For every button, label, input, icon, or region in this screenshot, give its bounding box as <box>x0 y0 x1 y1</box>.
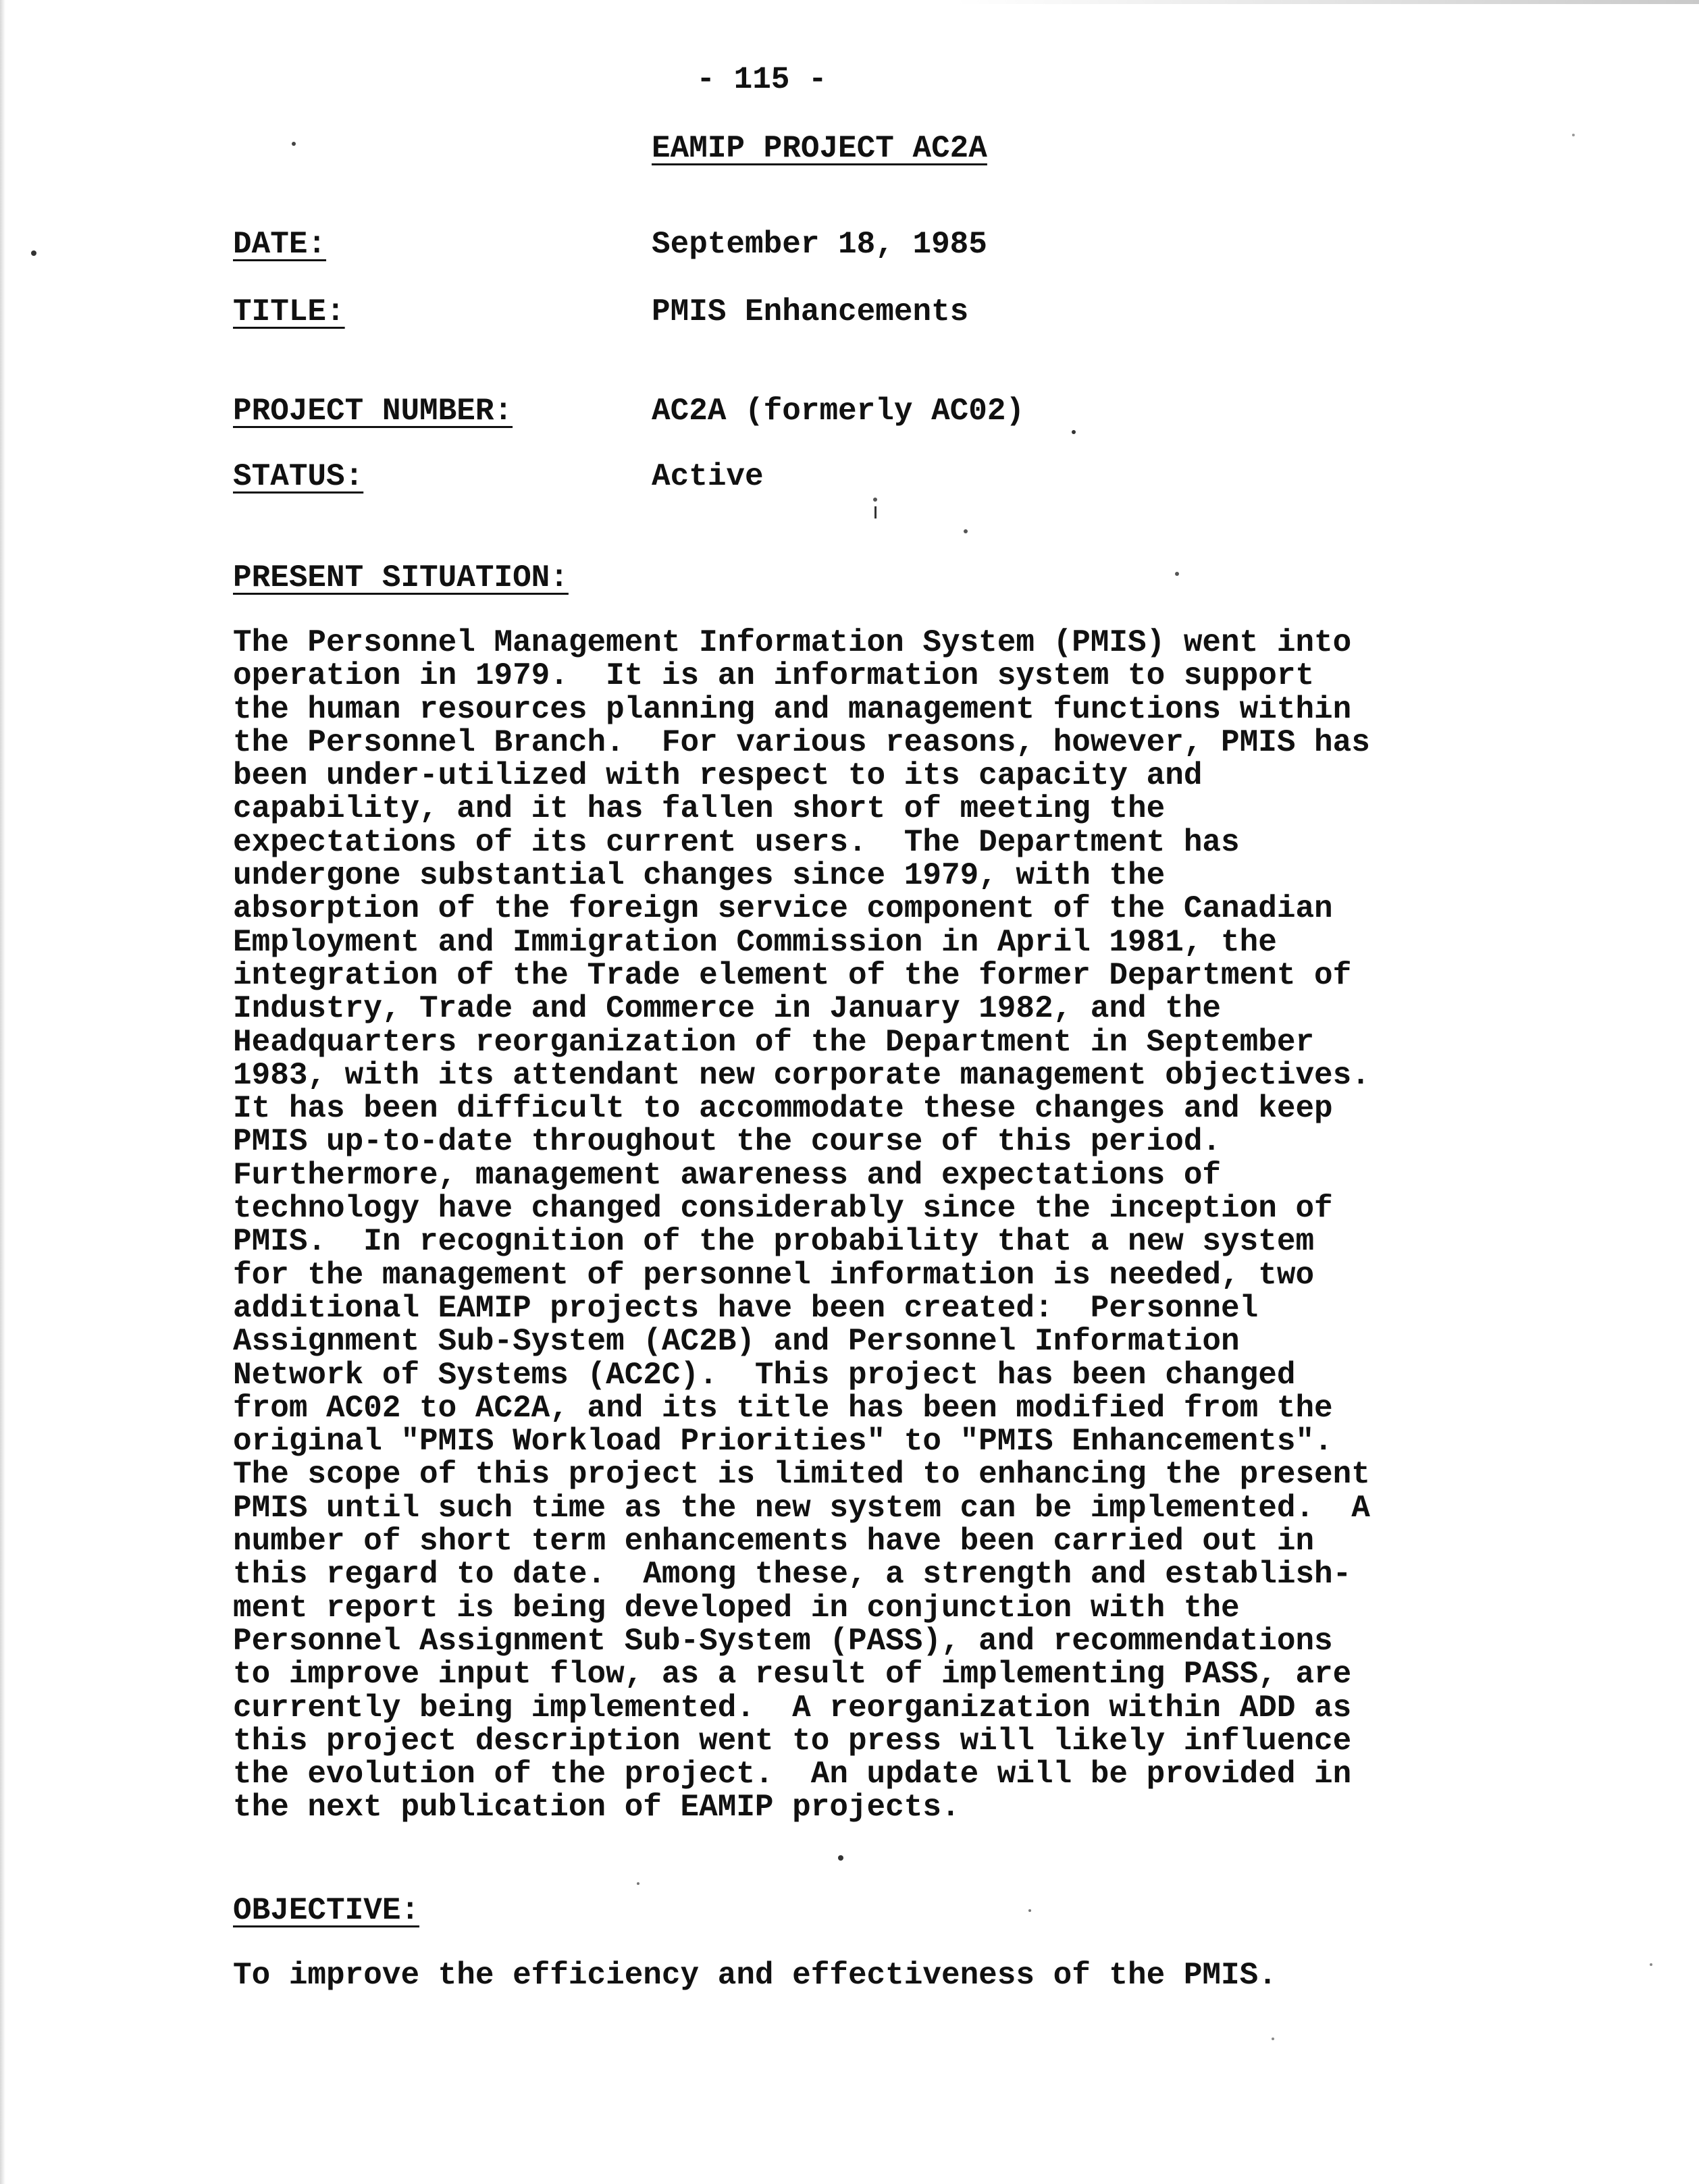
body-line: the Personnel Branch. For various reasons, however, PMIS has <box>233 724 1370 760</box>
body-line: the human resources planning and management functions within <box>233 691 1352 727</box>
body-line: ment report is being developed in conjunction with the <box>233 1590 1240 1626</box>
status-value: Active <box>652 459 764 494</box>
body-line: additional EAMIP projects have been created: Personnel <box>233 1290 1259 1326</box>
body-line: Assignment Sub-System (AC2B) and Personnel Information <box>233 1324 1240 1360</box>
body-line: Headquarters reorganization of the Department in September <box>233 1024 1315 1060</box>
body-line: PMIS. In recognition of the probability that a new system <box>233 1224 1315 1260</box>
body-line: Furthermore, management awareness and expectations of <box>233 1157 1222 1193</box>
body-line: absorption of the foreign service component of the Canadian <box>233 891 1333 927</box>
body-line: currently being implemented. A reorganization within ADD as <box>233 1690 1352 1726</box>
body-line: The Personnel Management Information System (PMIS) went into <box>233 625 1352 660</box>
date-value: September 18, 1985 <box>652 227 987 262</box>
page-number: - 115 - <box>696 62 827 97</box>
body-line: 1983, with its attendant new corporate management objectives. <box>233 1057 1370 1093</box>
body-line: Network of Systems (AC2C). This project has been changed <box>233 1357 1296 1393</box>
body-line: this project description went to press will likely influence <box>233 1723 1352 1759</box>
body-line: the next publication of EAMIP projects. <box>233 1790 960 1826</box>
body-line: Employment and Immigration Commission in April 1981, the <box>233 924 1277 960</box>
date-label: DATE: <box>233 227 327 262</box>
project-number-label: PROJECT NUMBER: <box>233 394 513 429</box>
body-line: original "PMIS Workload Priorities" to "PMIS Enhancements". <box>233 1424 1333 1460</box>
objective-heading: OBJECTIVE: <box>233 1893 420 1928</box>
body-line: PMIS up-to-date throughout the course of this period. <box>233 1124 1222 1160</box>
title-label: TITLE: <box>233 294 345 329</box>
body-line: this regard to date. Among these, a strength and establish- <box>233 1557 1352 1593</box>
present-situation-heading: PRESENT SITUATION: <box>233 560 569 595</box>
body-line: the evolution of the project. An update will be provided in <box>233 1757 1352 1792</box>
body-line: capability, and it has fallen short of meeting the <box>233 791 1166 827</box>
body-line: been under-utilized with respect to its capacity and <box>233 758 1203 794</box>
body-line: number of short term enhancements have been carried out in <box>233 1524 1315 1560</box>
project-heading: EAMIP PROJECT AC2A <box>652 131 987 166</box>
body-line: PMIS until such time as the new system can be implemented. A <box>233 1490 1370 1526</box>
body-line: The scope of this project is limited to enhancing the present <box>233 1457 1370 1493</box>
body-line: from AC02 to AC2A, and its title has been modified from the <box>233 1390 1333 1426</box>
body-line: Personnel Assignment Sub-System (PASS), and recommendations <box>233 1623 1333 1659</box>
body-line: operation in 1979. It is an information system to support <box>233 658 1315 694</box>
body-line: undergone substantial changes since 1979, with the <box>233 858 1166 894</box>
status-label: STATUS: <box>233 459 364 494</box>
body-line: Industry, Trade and Commerce in January 1982, and the <box>233 991 1222 1027</box>
body-line: expectations of its current users. The Department has <box>233 824 1240 860</box>
title-value: PMIS Enhancements <box>652 294 969 329</box>
objective-text: To improve the efficiency and effectiveness of the PMIS. <box>233 1958 1277 1993</box>
body-line: technology have changed considerably since the inception of <box>233 1191 1333 1227</box>
body-line: It has been difficult to accommodate these changes and keep <box>233 1091 1333 1127</box>
body-line: to improve input flow, as a result of implementing PASS, are <box>233 1657 1352 1693</box>
project-number-value: AC2A (formerly AC02) <box>652 394 1025 429</box>
body-line: for the management of personnel information is needed, two <box>233 1257 1315 1293</box>
body-line: integration of the Trade element of the former Department of <box>233 957 1352 993</box>
